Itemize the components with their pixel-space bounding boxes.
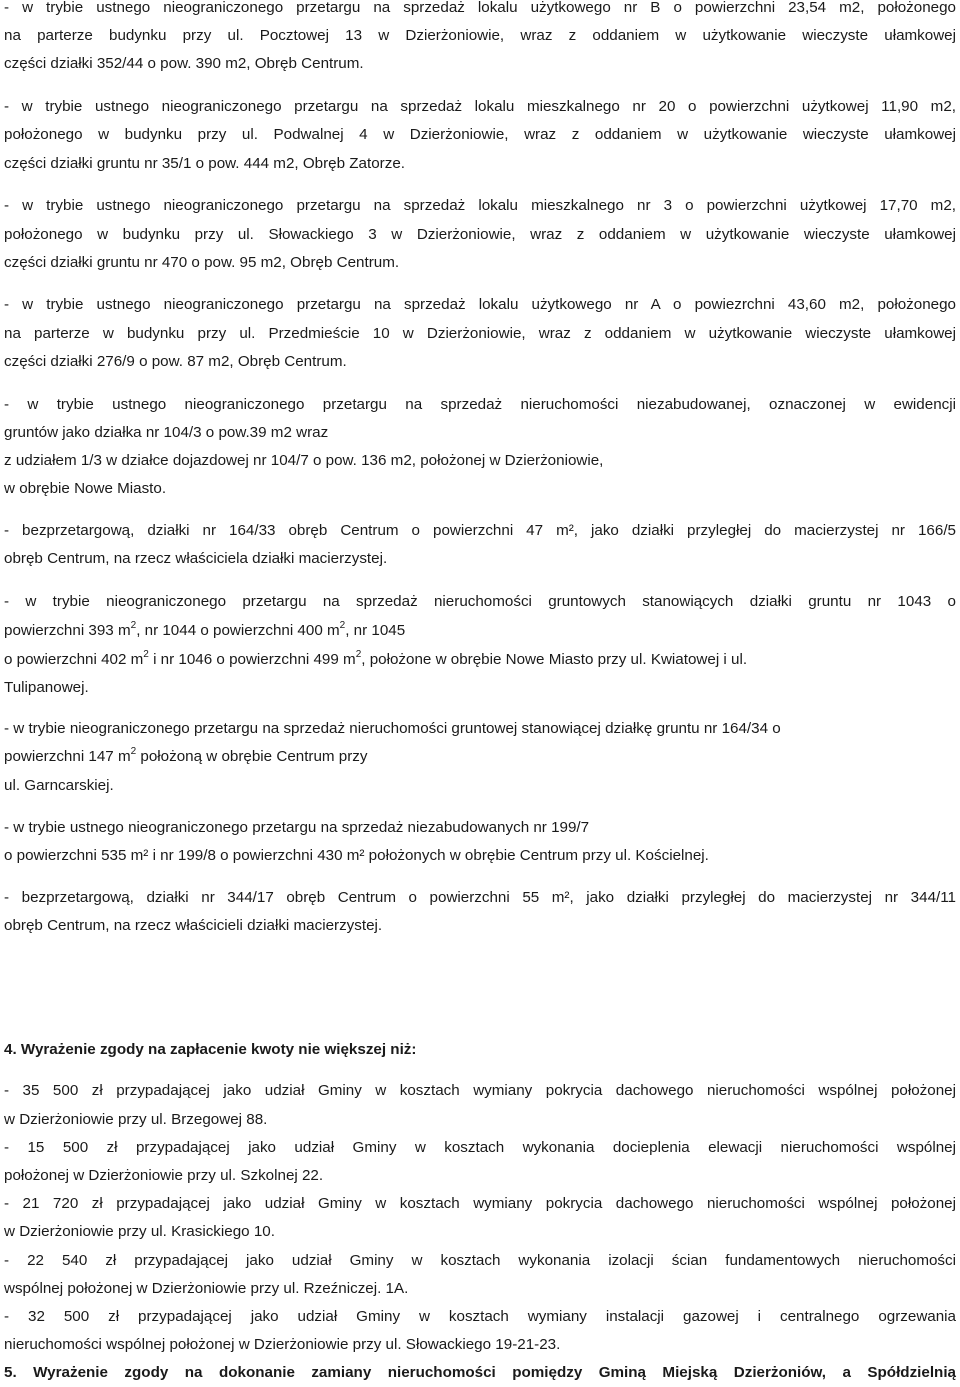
section-4-line: położonej w Dzierżoniowie przy ul. Szkolnej 22. [4,1167,324,1184]
item-7-line-2 [4,621,956,641]
item-7-line-4: Tulipanowej. [4,679,89,696]
section-4-line: w Dzierżoniowie przy ul. Brzegowej 88. [4,1111,268,1128]
item-8-line-3: ul. Garncarskiej. [4,777,114,794]
section-4-line: - 32 500 zł przypadającej jako udział Gminy w kosztach wymiany instalacji gazowej i centralnego ogrzewania [4,1308,956,1325]
text-segment: , nr 1045 [345,622,406,639]
superscript: 2 [339,620,346,631]
section-4-line: nieruchomości wspólnej położonej w Dzierżoniowie przy ul. Słowackiego 19-21-23. [4,1336,561,1353]
item-5-line-3: z udziałem 1/3 w działce dojazdowej nr 104/7 o pow. 136 m2, położonej w Dzierżoniowie, [4,452,604,469]
item-8-line-1: - w trybie nieograniczonego przetargu na sprzedaż nieruchomości gruntowej stanowiącej działkę gruntu nr 164/34 o [4,720,781,737]
item-1-line-1: - w trybie ustnego nieograniczonego przetargu na sprzedaż lokalu użytkowego nr B o powierzchni 23,54 m2, położonego [4,0,956,16]
item-2-line-2: położonego w budynku przy ul. Podwalnej 4 w Dzierżoniowie, wraz z oddaniem w użytkowanie wieczyste ułamkowej [4,126,956,143]
text-segment: , położone w obrębie Nowe Miasto przy ul. Kwiatowej i ul. [361,651,748,668]
section-4-line: wspólnej położonej w Dzierżoniowie przy ul. Rzeźniczej. 1A. [4,1280,409,1297]
item-4-line-3: części działki 276/9 o pow. 87 m2, Obręb Centrum. [4,353,347,370]
text-segment: , nr 1044 o powierzchni 400 m [136,622,340,639]
superscript: 2 [143,649,149,660]
superscript: 2 [355,649,362,660]
item-7-line-1: - w trybie nieograniczonego przetargu na sprzedaż nieruchomości gruntowych stanowiących działki gruntu nr 1043 o [4,593,956,610]
item-5-line-1: - w trybie ustnego nieograniczonego przetargu na sprzedaż nieruchomości niezabudowanej, oznaczonej w ewidencji [4,396,956,413]
section-4-line: - 22 540 zł przypadającej jako udział Gminy w kosztach wykonania izolacji ścian fundamentowych nieruchomości [4,1252,956,1269]
section-4-line: w Dzierżoniowie przy ul. Krasickiego 10. [4,1223,275,1240]
item-3-line-3: części działki gruntu nr 470 o pow. 95 m2, Obręb Centrum. [4,254,400,271]
item-2-line-3: części działki gruntu nr 35/1 o pow. 444 m2, Obręb Zatorze. [4,155,405,172]
item-1-line-2: na parterze budynku przy ul. Pocztowej 13 w Dzierżoniowie, wraz z oddaniem w użytkowanie wieczyste ułamkowej [4,27,956,44]
superscript: 2 [130,746,137,757]
item-9-line-2: o powierzchni 535 m² i nr 199/8 o powierzchni 430 m² położonych w obrębie Centrum przy ul. Kościelnej. [4,847,709,864]
item-3-line-1: - w trybie ustnego nieograniczonego przetargu na sprzedaż lokalu mieszkalnego nr 3 o powierzchni użytkowej 17,70 m2, [4,197,956,214]
section-4-heading: 4. Wyrażenie zgody na zapłacenie kwoty nie większej niż: [4,1041,417,1058]
item-4-line-1: - w trybie ustnego nieograniczonego przetargu na sprzedaż lokalu użytkowego nr A o powiezrchni 43,60 m2, położonego [4,296,956,313]
superscript: 2 [130,620,137,631]
item-5-line-2: gruntów jako działka nr 104/3 o pow.39 m2 wraz [4,424,329,441]
text-segment: położoną w obrębie Centrum przy [136,748,368,765]
text-segment: powierzchni 147 m [4,748,131,765]
item-2-line-1: - w trybie ustnego nieograniczonego przetargu na sprzedaż lokalu mieszkalnego nr 20 o powierzchni użytkowej 11,90 m2, [4,98,956,115]
item-10-line-2: obręb Centrum, na rzecz właścicieli działki macierzystej. [4,917,383,934]
section-4-line: - 35 500 zł przypadającej jako udział Gminy w kosztach wymiany pokrycia dachowego nieruchomości wspólnej położonej [4,1082,956,1099]
text-segment: o powierzchni 402 m [4,651,144,668]
item-5-line-4: w obrębie Nowe Miasto. [4,480,167,497]
item-3-line-2: położonego w budynku przy ul. Słowackiego 3 w Dzierżoniowie, wraz z oddaniem w użytkowanie wieczyste ułamkowej [4,226,956,243]
item-1-line-3: części działki 352/44 o pow. 390 m2, Obręb Centrum. [4,55,364,72]
section-4-line: - 21 720 zł przypadającej jako udział Gminy w kosztach wymiany pokrycia dachowego nieruchomości wspólnej położonej [4,1195,956,1212]
item-6-line-1: - bezprzetargową, działki nr 164/33 obręb Centrum o powierzchni 47 m², jako działki przyległej do macierzystej nr 166/5 [4,522,956,539]
section-5-heading: 5. Wyrażenie zgody na dokonanie zamiany nieruchomości pomiędzy Gminą Miejską Dzierżoniów, a Spółdzielnią [4,1364,956,1381]
section-4-line: - 15 500 zł przypadającej jako udział Gminy w kosztach wykonania docieplenia elewacji nieruchomości wspólnej [4,1139,956,1156]
text-segment: i nr 1046 o powierzchni 499 m [148,651,356,668]
item-4-line-2: na parterze w budynku przy ul. Przedmieście 10 w Dzierżoniowie, wraz z oddaniem w użytkowanie wieczyste ułamkowej [4,325,956,342]
item-7-line-3 [4,650,956,670]
item-6-line-2: obręb Centrum, na rzecz właściciela działki macierzystej. [4,550,388,567]
text-segment: powierzchni 393 m [4,622,131,639]
item-8-line-2 [4,747,956,767]
item-10-line-1: - bezprzetargową, działki nr 344/17 obręb Centrum o powierzchni 55 m², jako działki przyległej do macierzystej nr 344/11 [4,889,956,906]
item-9-line-1: - w trybie ustnego nieograniczonego przetargu na sprzedaż niezabudowanych nr 199/7 [4,819,590,836]
